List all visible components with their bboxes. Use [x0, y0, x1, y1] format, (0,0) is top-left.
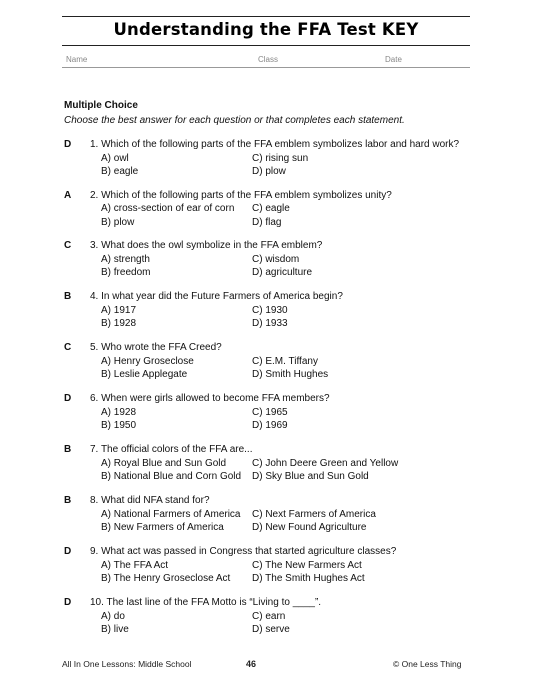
option-d: D) serve	[252, 624, 290, 635]
answer-key: D	[64, 546, 72, 557]
option-c: C) E.M. Tiffany	[252, 355, 318, 367]
option-b: B) plow	[101, 216, 135, 228]
option-b: B) New Farmers of America	[101, 522, 224, 533]
question-item	[0, 596, 535, 644]
question-item	[0, 239, 535, 287]
section-title: Multiple Choice	[64, 100, 138, 111]
option-b: B) National Blue and Corn Gold	[101, 471, 242, 482]
option-c: C) Next Farmers of America	[252, 508, 376, 520]
question-item	[0, 341, 535, 389]
question-item	[0, 392, 535, 440]
option-d: D) The Smith Hughes Act	[252, 573, 365, 584]
option-a: A) do	[101, 610, 125, 622]
option-d: D) 1933	[252, 318, 288, 329]
question-stem: 1. Which of the following parts of the FFA emblem symbolizes labor and hard work?	[90, 139, 460, 150]
answer-key: C	[64, 342, 72, 353]
option-b: B) 1950	[101, 420, 137, 431]
answer-key: B	[64, 444, 72, 455]
question-stem: 7. The official colors of the FFA are...	[90, 444, 253, 455]
option-d: D) agriculture	[252, 267, 313, 278]
option-c: C) 1930	[252, 304, 288, 316]
answer-key: C	[64, 240, 72, 251]
option-a: A) strength	[101, 253, 150, 265]
answer-key: A	[64, 189, 72, 201]
question-item	[0, 545, 535, 593]
title-rule	[62, 45, 470, 46]
question-item	[0, 443, 535, 491]
question-stem: 10. The last line of the FFA Motto is “Living to ____”.	[90, 597, 322, 608]
option-c: C) 1965	[252, 406, 288, 418]
top-rule	[62, 16, 470, 17]
option-c: C) John Deere Green and Yellow	[252, 457, 399, 469]
option-a: A) 1928	[101, 406, 137, 418]
question-stem: 2. Which of the following parts of the FFA emblem symbolizes unity?	[90, 189, 392, 201]
question-item	[0, 290, 535, 338]
option-c: C) earn	[252, 610, 286, 622]
question-stem: 4. In what year did the Future Farmers of America begin?	[90, 291, 343, 302]
date-field-label: Date	[385, 55, 402, 64]
name-field-label: Name	[66, 55, 88, 64]
option-a: A) owl	[101, 152, 129, 164]
option-a: A) Royal Blue and Sun Gold	[101, 457, 227, 469]
answer-key: D	[64, 393, 72, 404]
option-d: D) 1969	[252, 420, 288, 431]
option-a: A) The FFA Act	[101, 559, 169, 571]
answer-key: B	[64, 495, 72, 506]
option-a: A) Henry Groseclose	[101, 355, 194, 367]
section-instructions: Choose the best answer for each question or that completes each statement.	[64, 115, 405, 126]
answer-key: B	[64, 291, 72, 302]
fields-rule	[62, 67, 470, 68]
question-stem: 9. What act was passed in Congress that started agriculture classes?	[90, 546, 397, 557]
question-stem: 8. What did NFA stand for?	[90, 495, 210, 506]
option-b: B) eagle	[101, 166, 139, 177]
page-title: Understanding the FFA Test KEY	[113, 20, 419, 39]
option-c: C) wisdom	[252, 253, 300, 265]
option-d: D) plow	[252, 166, 286, 177]
answer-key: D	[64, 139, 72, 150]
option-d: D) flag	[252, 216, 282, 228]
question-stem: 6. When were girls allowed to become FFA members?	[90, 393, 330, 404]
class-field-label: Class	[258, 55, 279, 64]
option-a: A) National Farmers of America	[101, 508, 241, 520]
option-a: A) cross-section of ear of corn	[101, 203, 235, 214]
option-d: D) Sky Blue and Sun Gold	[252, 471, 369, 482]
option-c: C) eagle	[252, 203, 290, 214]
question-item	[0, 138, 535, 186]
question-item	[0, 189, 535, 237]
option-c: C) rising sun	[252, 152, 309, 164]
option-d: D) New Found Agriculture	[252, 522, 367, 533]
option-b: B) Leslie Applegate	[101, 369, 188, 380]
option-a: A) 1917	[101, 304, 137, 316]
option-d: D) Smith Hughes	[252, 369, 329, 380]
footer-left: All In One Lessons: Middle School	[62, 659, 192, 669]
option-b: B) live	[101, 624, 129, 635]
option-b: B) 1928	[101, 318, 137, 329]
question-stem: 5. Who wrote the FFA Creed?	[90, 342, 222, 353]
footer-right: © One Less Thing	[393, 659, 462, 669]
question-item	[0, 494, 535, 542]
option-c: C) The New Farmers Act	[252, 559, 362, 571]
answer-key: D	[64, 597, 72, 608]
question-stem: 3. What does the owl symbolize in the FFA emblem?	[90, 240, 323, 251]
option-b: B) freedom	[101, 267, 151, 278]
option-b: B) The Henry Groseclose Act	[101, 573, 231, 584]
page-number: 46	[246, 659, 257, 669]
